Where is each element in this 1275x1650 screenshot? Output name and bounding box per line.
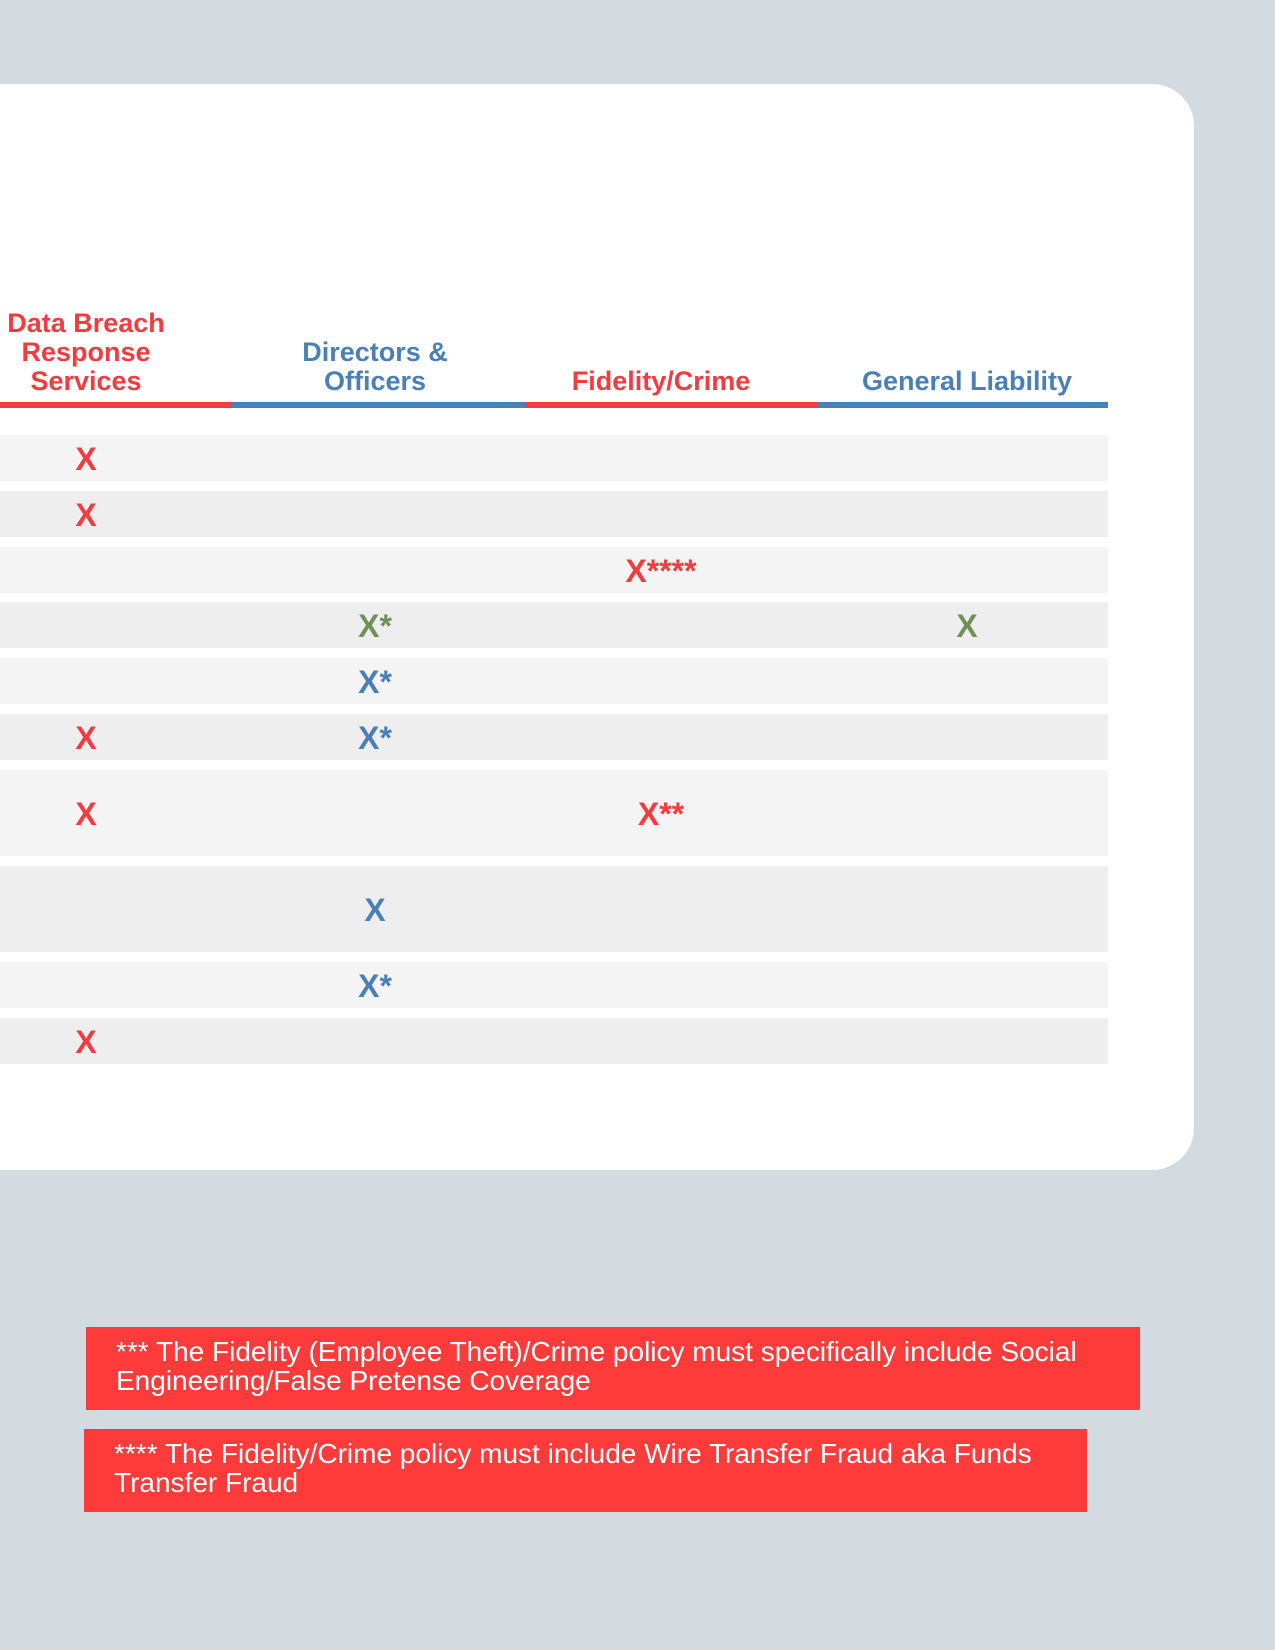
table-row [0,1018,1108,1064]
table-row [0,658,1108,704]
coverage-mark: X [75,1024,97,1060]
column-header-line: Response [21,337,151,367]
coverage-mark: X [75,796,97,832]
column-header-fidelity-crime [495,296,827,396]
column-header-line: Fidelity/Crime [571,366,751,396]
column-header-general-liability [802,296,1133,396]
coverage-mark: X* [358,664,392,700]
column-underline [817,402,1108,408]
table-row [0,602,1108,648]
coverage-mark: X [75,497,97,533]
coverage-mark: X** [637,796,685,832]
column-header-line: Officers [323,366,427,396]
coverage-mark: X [956,608,978,644]
column-header-data-breach [0,296,222,396]
column-header-line: Directors & [302,337,448,367]
column-underline [0,402,232,408]
coverage-mark: X* [358,968,392,1004]
table-row [0,770,1108,856]
footnote-wire-transfer [84,1429,1087,1512]
table-row [0,962,1108,1008]
footnote-social-engineering [86,1327,1140,1410]
footnote-text: **** The Fidelity/Crime policy must include Wire Transfer Fraud aka Funds Transfer Fraud [114,1438,1032,1498]
table-row [0,491,1108,537]
coverage-mark: X [75,720,97,756]
coverage-mark: X* [358,608,392,644]
column-underline [525,402,817,408]
coverage-mark: X [364,892,386,928]
footnote-text: *** The Fidelity (Employee Theft)/Crime policy must specifically include Social Engineering/False Pretense Coverage [116,1336,1077,1396]
column-header-line: General Liability [861,366,1073,396]
coverage-mark: X [75,441,97,477]
table-row [0,435,1108,481]
table-row [0,547,1108,593]
column-header-line: Services [30,366,142,396]
column-header-line: Data Breach [7,308,165,338]
column-header-directors-officers [209,296,542,396]
coverage-mark: X**** [625,553,697,589]
column-underline [232,402,525,408]
table-row [0,714,1108,760]
table-row [0,866,1108,952]
coverage-mark: X* [358,720,392,756]
